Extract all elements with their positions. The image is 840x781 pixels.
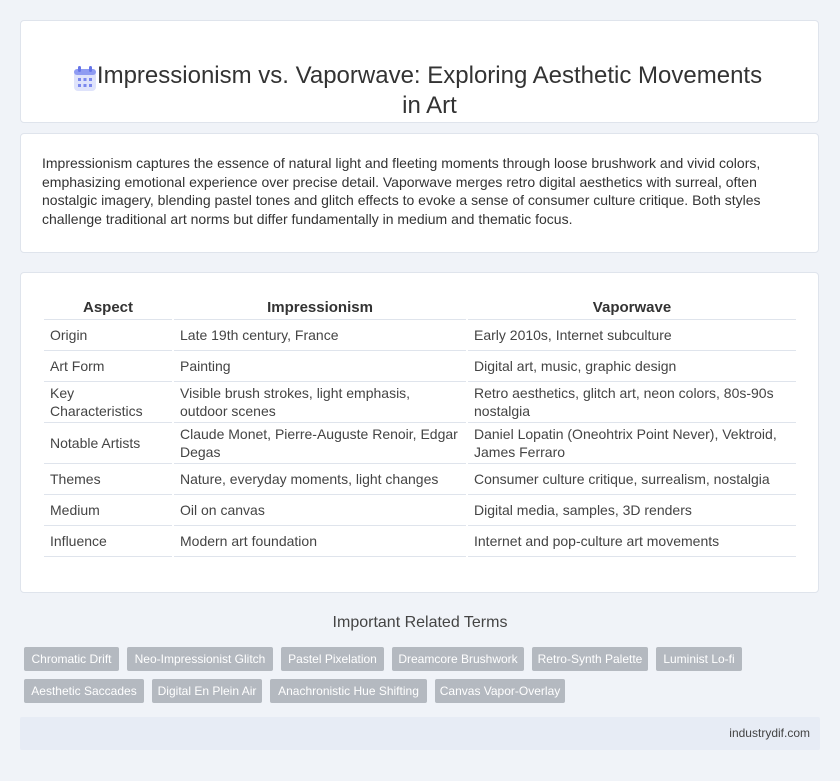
vaporwave-cell: Digital media, samples, 3D renders bbox=[468, 495, 796, 526]
term-tag[interactable]: Retro-Synth Palette bbox=[532, 647, 648, 671]
header-card bbox=[20, 20, 819, 123]
vaporwave-cell: Early 2010s, Internet subculture bbox=[468, 320, 796, 351]
table-row bbox=[44, 526, 796, 557]
term-tag[interactable]: Digital En Plein Air bbox=[152, 679, 262, 703]
aspect-cell: Origin bbox=[44, 320, 172, 351]
term-tag[interactable]: Dreamcore Brushwork bbox=[392, 647, 524, 671]
footer bbox=[20, 717, 820, 750]
header-vaporwave: Vaporwave bbox=[468, 295, 796, 320]
term-tag[interactable]: Chromatic Drift bbox=[24, 647, 119, 671]
impressionism-cell: Visible brush strokes, light emphasis, outdoor scenes bbox=[174, 382, 466, 423]
vaporwave-cell: Retro aesthetics, glitch art, neon colors, 80s-90s nostalgia bbox=[468, 382, 796, 423]
comparison-table bbox=[42, 295, 798, 557]
term-tag[interactable]: Anachronistic Hue Shifting bbox=[270, 679, 427, 703]
impressionism-cell: Painting bbox=[174, 351, 466, 382]
header-impressionism: Impressionism bbox=[174, 295, 466, 320]
page-title: Impressionism vs. Vaporwave: Exploring Aesthetic Movements in Art bbox=[96, 62, 763, 119]
term-tag[interactable]: Canvas Vapor-Overlay bbox=[435, 679, 565, 703]
vaporwave-cell: Consumer culture critique, surrealism, nostalgia bbox=[468, 464, 796, 495]
aspect-cell: Key Characteristics bbox=[44, 382, 172, 423]
footer-site-link[interactable]: industrydif.com bbox=[729, 726, 810, 740]
impressionism-cell: Late 19th century, France bbox=[174, 320, 466, 351]
table-row bbox=[44, 382, 796, 423]
intro-card bbox=[20, 133, 819, 253]
header-aspect: Aspect bbox=[44, 295, 172, 320]
table-row bbox=[44, 320, 796, 351]
table-row bbox=[44, 423, 796, 464]
comparison-card bbox=[20, 272, 819, 593]
table-row bbox=[44, 351, 796, 382]
aspect-cell: Art Form bbox=[44, 351, 172, 382]
aspect-cell: Influence bbox=[44, 526, 172, 557]
table-header-row bbox=[44, 295, 796, 320]
vaporwave-cell: Internet and pop-culture art movements bbox=[468, 526, 796, 557]
related-terms-heading: Important Related Terms bbox=[332, 614, 508, 631]
impressionism-cell: Oil on canvas bbox=[174, 495, 466, 526]
term-tag[interactable]: Pastel Pixelation bbox=[281, 647, 384, 671]
intro-paragraph: Impressionism captures the essence of natural light and fleeting moments through loose brushwork and vivid colors, emphasizing emotional experience over precise detail. Vaporwave merges retro digital aesthetics with surreal, often nostalgic imagery, blending pastel tones and glitch effects to evoke a sense of consumer culture critique. Both styles challenge traditional art norms but differ fundamentally in medium and thematic focus. bbox=[42, 155, 761, 227]
vaporwave-cell: Daniel Lopatin (Oneohtrix Point Never), Vektroid, James Ferraro bbox=[468, 423, 796, 464]
aspect-cell: Themes bbox=[44, 464, 172, 495]
term-tag[interactable]: Luminist Lo-fi bbox=[656, 647, 742, 671]
impressionism-cell: Nature, everyday moments, light changes bbox=[174, 464, 466, 495]
aspect-cell: Notable Artists bbox=[44, 423, 172, 464]
aspect-cell: Medium bbox=[44, 495, 172, 526]
term-tag[interactable]: Neo-Impressionist Glitch bbox=[127, 647, 273, 671]
term-tag[interactable]: Aesthetic Saccades bbox=[24, 679, 144, 703]
table-row bbox=[44, 464, 796, 495]
impressionism-cell: Modern art foundation bbox=[174, 526, 466, 557]
table-row bbox=[44, 495, 796, 526]
impressionism-cell: Claude Monet, Pierre-Auguste Renoir, Edgar Degas bbox=[174, 423, 466, 464]
vaporwave-cell: Digital art, music, graphic design bbox=[468, 351, 796, 382]
